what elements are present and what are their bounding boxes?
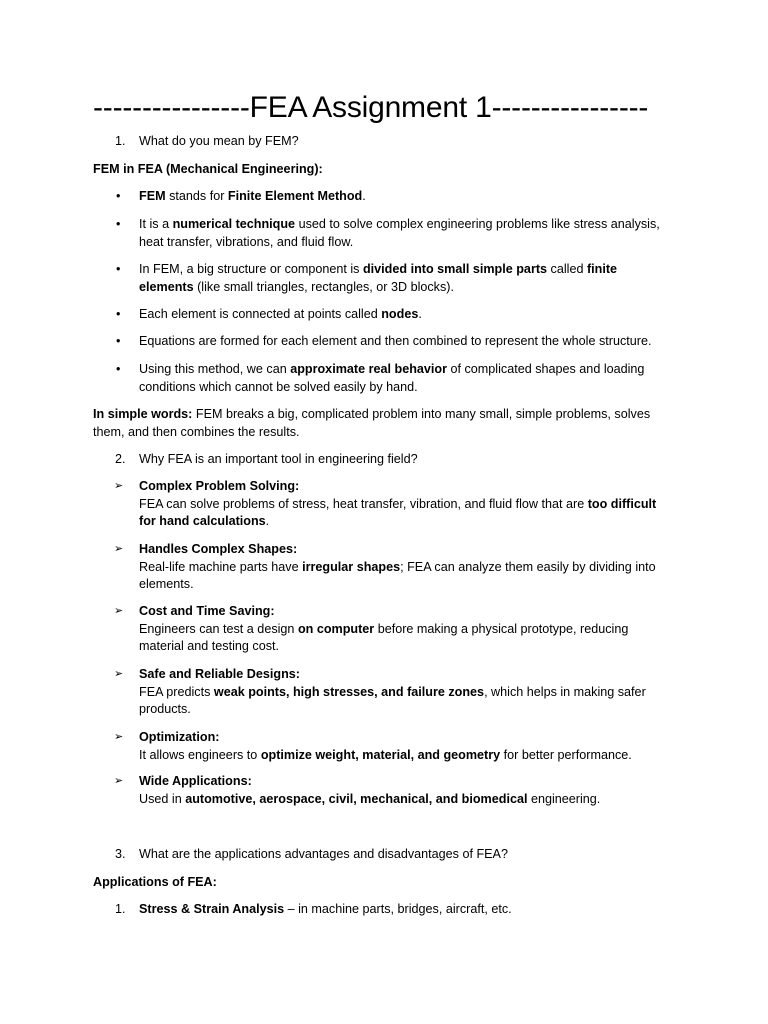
text: used to solve complex engineering problems like stress analysis, — [295, 217, 660, 231]
text: heat transfer, vibrations, and fluid flow. — [139, 234, 354, 249]
text: . — [362, 189, 366, 203]
bullet-icon: • — [116, 217, 121, 231]
reason-heading: Cost and Time Saving: — [139, 604, 275, 618]
bullet-icon: • — [116, 307, 121, 321]
text: Equations are formed for each element and then combined to represent the whole structure. — [139, 334, 652, 348]
text: called — [547, 262, 587, 276]
text: – in machine parts, bridges, aircraft, etc. — [284, 902, 512, 916]
bold-text: Stress & Strain Analysis — [139, 902, 285, 916]
text: Engineers can test a design — [139, 621, 298, 636]
text: ; FEA can analyze them easily by dividing into — [400, 559, 656, 574]
arrow-bullet-icon: ➢ — [114, 605, 124, 617]
text: , which helps in making safer — [484, 684, 646, 699]
text: for better performance. — [500, 747, 632, 762]
reason-heading: Optimization: — [139, 730, 220, 744]
bullet-icon: • — [116, 262, 121, 276]
bold-text: weak points, high stresses, and failure zones — [213, 684, 485, 699]
question-text: What are the applications advantages and disadvantages of FEA? — [139, 847, 508, 861]
reason-heading: Safe and Reliable Designs: — [139, 667, 300, 681]
text: Each element is connected at points called — [139, 307, 382, 321]
bold-text: automotive, aerospace, civil, mechanical, and biomedical — [185, 791, 528, 806]
text: of complicated shapes and loading — [447, 362, 645, 376]
text: conditions which cannot be solved easily by hand. — [139, 379, 418, 394]
arrow-bullet-icon: ➢ — [114, 480, 124, 492]
text: Real-life machine parts have — [139, 559, 303, 574]
arrow-bullet-icon: ➢ — [114, 543, 124, 555]
heading-text: Applications of FEA: — [93, 875, 217, 889]
bold-text: FEM — [139, 189, 166, 203]
text: Using this method, we can — [139, 362, 291, 376]
reason-heading: Wide Applications: — [139, 774, 252, 788]
text: FEM breaks a big, complicated problem into many small, simple problems, solves — [192, 407, 651, 421]
question-text: What do you mean by FEM? — [139, 134, 299, 148]
text: engineering. — [527, 791, 601, 806]
bold-text: Finite Element Method — [227, 189, 363, 203]
list-number: 3. — [115, 847, 126, 861]
text: stands for — [165, 189, 228, 203]
text: FEA predicts — [139, 684, 214, 699]
text: before making a physical prototype, reducing — [374, 621, 629, 636]
text: products. — [139, 702, 191, 716]
arrow-bullet-icon: ➢ — [114, 731, 124, 743]
bold-text: irregular shapes — [302, 559, 401, 574]
arrow-bullet-icon: ➢ — [114, 668, 124, 680]
bold-text: nodes — [381, 307, 419, 321]
bold-text: for hand calculations — [139, 514, 266, 528]
bold-text: elements — [139, 279, 194, 294]
text: them, and then combines the results. — [93, 424, 300, 439]
text: (like small triangles, rectangles, or 3D blocks). — [193, 279, 454, 294]
bold-text: numerical technique — [172, 217, 296, 231]
text: It is a — [139, 217, 173, 231]
arrow-bullet-icon: ➢ — [114, 775, 124, 787]
bold-text: too difficult — [587, 496, 657, 511]
bold-text: approximate real behavior — [290, 362, 447, 376]
list-number: 2. — [115, 452, 126, 466]
text: FEA can solve problems of stress, heat transfer, vibration, and fluid flow that are — [139, 496, 588, 511]
text: material and testing cost. — [139, 639, 280, 653]
list-number: 1. — [115, 134, 126, 148]
text: elements. — [139, 577, 194, 591]
text: . — [418, 307, 422, 321]
text: It allows engineers to — [139, 747, 261, 762]
section-heading-fem — [93, 161, 693, 179]
heading-text: FEM in FEA (Mechanical Engineering): — [93, 162, 323, 176]
bold-text: finite — [586, 262, 618, 276]
bold-text: In simple words: — [93, 407, 193, 421]
text: In FEM, a big structure or component is — [139, 262, 363, 276]
bullet-icon: • — [116, 189, 121, 203]
question-text: Why FEA is an important tool in engineering field? — [139, 452, 418, 466]
bullet-icon: • — [116, 334, 121, 348]
list-number: 1. — [115, 902, 126, 916]
bold-text: divided into small simple parts — [362, 262, 548, 276]
bold-text: optimize weight, material, and geometry — [260, 747, 501, 762]
reason-heading: Handles Complex Shapes: — [139, 542, 298, 556]
bullet-icon: • — [116, 362, 121, 376]
text: Used in — [139, 791, 186, 806]
section-heading-applications — [93, 874, 693, 892]
reason-heading: Complex Problem Solving: — [139, 479, 300, 493]
text: . — [265, 514, 270, 528]
document-title: ----------------FEA Assignment 1---------------- — [93, 91, 649, 124]
bold-text: on computer — [297, 621, 375, 636]
